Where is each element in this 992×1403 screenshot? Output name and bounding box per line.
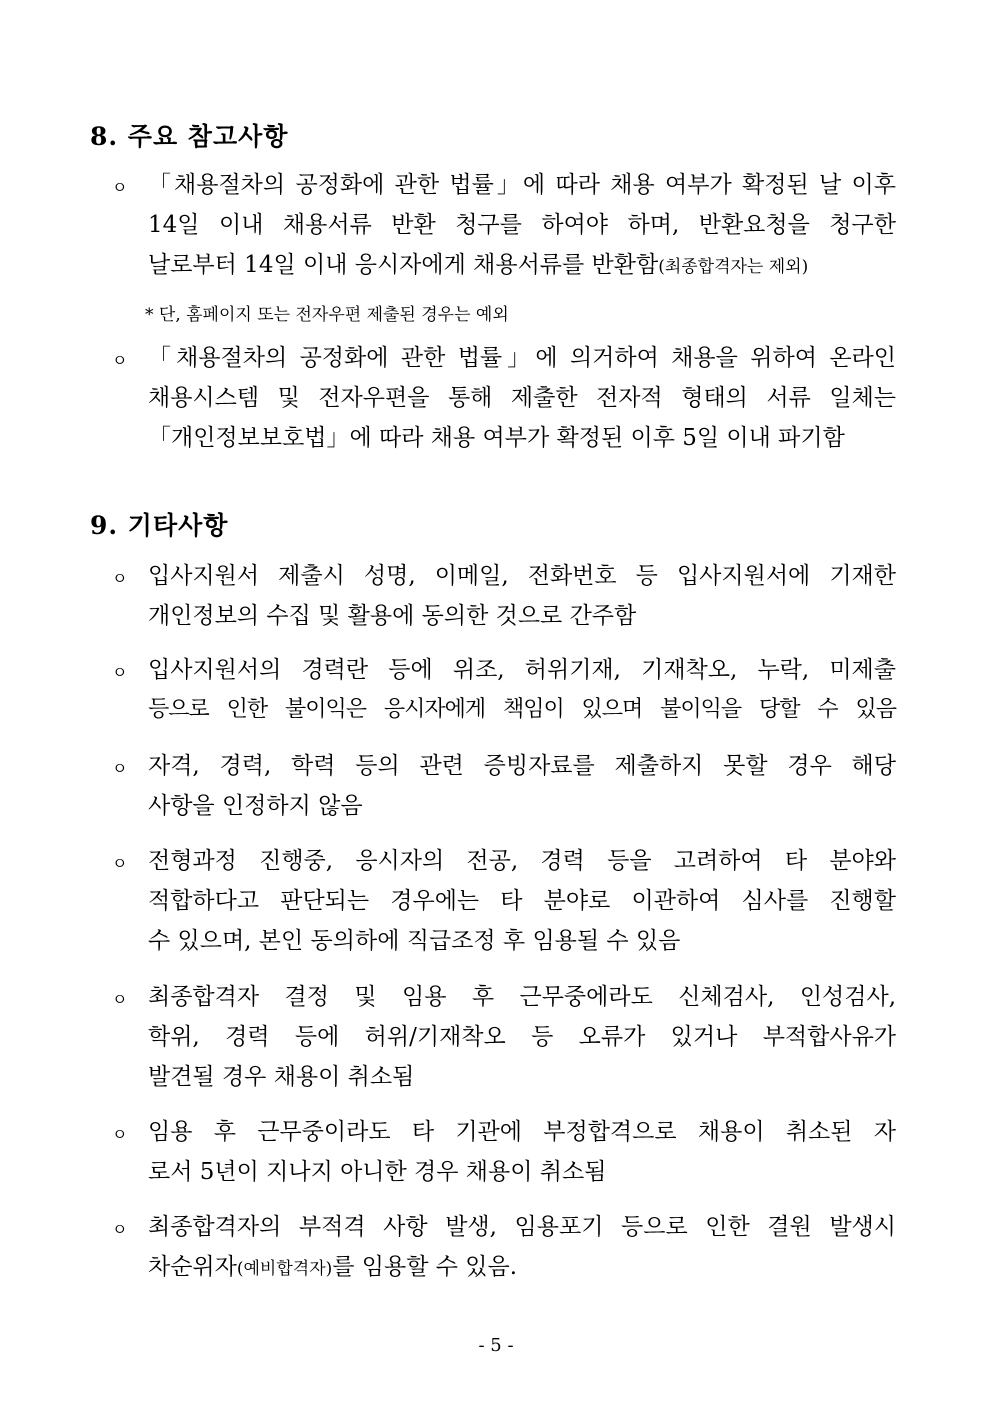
text-line: 전형과정 진행중, 응시자의 전공, 경력 등을 고려하여 타 분야와 (148, 848, 896, 874)
text-line-rest: 를 임용할 수 있음. (332, 1254, 518, 1280)
text-line: 최종합격자의 부적격 사항 발생, 임용포기 등으로 인한 결원 발생시 (148, 1214, 896, 1240)
bullet-icon: ㅇ (112, 854, 128, 873)
text-line: 등으로 인한 불이익은 응시자에게 책임이 있으며 불이익을 당할 수 있음 (148, 697, 896, 722)
section-9-heading: 9. 기타사항 (90, 511, 229, 540)
text-line: 입사지원서의 경력란 등에 위조, 허위기재, 기재착오, 누락, 미제출 (148, 657, 896, 683)
bullet-icon: ㅇ (112, 1220, 128, 1239)
text-line: 로서 5년이 지나지 아니한 경우 채용이 취소됨 (148, 1159, 607, 1185)
text-line: 자격, 경력, 학력 등의 관련 증빙자료를 제출하지 못할 경우 해당 (148, 753, 896, 779)
text-line (148, 1256, 896, 1279)
text-line: 사항을 인정하지 않음 (148, 793, 363, 819)
bullet-icon: ㅇ (112, 569, 128, 588)
text-line: 「채용절차의 공정화에 관한 법률」에 의거하여 채용을 위하여 온라인 (148, 345, 896, 371)
text-line: 「개인정보보호법」에 따라 채용 여부가 확정된 이후 5일 이내 파기함 (148, 425, 845, 451)
text-line-main: 차순위자 (148, 1254, 237, 1280)
text-line: 14일 이내 채용서류 반환 청구를 하여야 하며, 반환요청을 청구한 (148, 212, 896, 238)
text-line: 임용 후 근무중이라도 타 기관에 부정합격으로 채용이 취소된 자 (148, 1119, 896, 1145)
page-number: - 5 - (478, 1335, 514, 1356)
text-line: 「채용절차의 공정화에 관한 법률」에 따라 채용 여부가 확정된 날 이후 (148, 172, 896, 198)
reserve-note: (예비합격자) (236, 1259, 333, 1279)
text-line: 발견될 경우 채용이 취소됨 (148, 1064, 415, 1090)
text-line: 입사지원서 제출시 성명, 이메일, 전화번호 등 입사지원서에 기재한 (148, 563, 896, 589)
text-line: 수 있으며, 본인 동의하에 직급조정 후 임용될 수 있음 (148, 928, 681, 954)
text-line: 개인정보의 수집 및 활용에 동의한 것으로 간주함 (148, 603, 637, 629)
exception-note: (최종합격자는 제외) (658, 257, 809, 277)
bullet-icon: ㅇ (112, 990, 128, 1009)
bullet-icon: ㅇ (112, 1125, 128, 1144)
text-line: 최종합격자 결정 및 임용 후 근무중에라도 신체검사, 인성검사, (148, 984, 896, 1010)
footnote: * 단, 홈페이지 또는 전자우편 제출된 경우는 예외 (145, 305, 509, 325)
bullet-icon: ㅇ (112, 663, 128, 682)
text-line (148, 254, 896, 277)
text-line: 적합하다고 판단되는 경우에는 타 분야로 이관하여 심사를 진행할 (148, 888, 896, 914)
text-line: 채용시스템 및 전자우편을 통해 제출한 전자적 형태의 서류 일체는 (148, 385, 896, 411)
bullet-icon: ㅇ (112, 759, 128, 778)
text-line-main: 날로부터 14일 이내 응시자에게 채용서류를 반환함 (148, 252, 659, 278)
bullet-icon: ㅇ (112, 178, 128, 197)
section-8-heading: 8. 주요 참고사항 (90, 122, 289, 151)
bullet-icon: ㅇ (112, 351, 128, 370)
text-line: 학위, 경력 등에 허위/기재착오 등 오류가 있거나 부적합사유가 (148, 1024, 896, 1050)
